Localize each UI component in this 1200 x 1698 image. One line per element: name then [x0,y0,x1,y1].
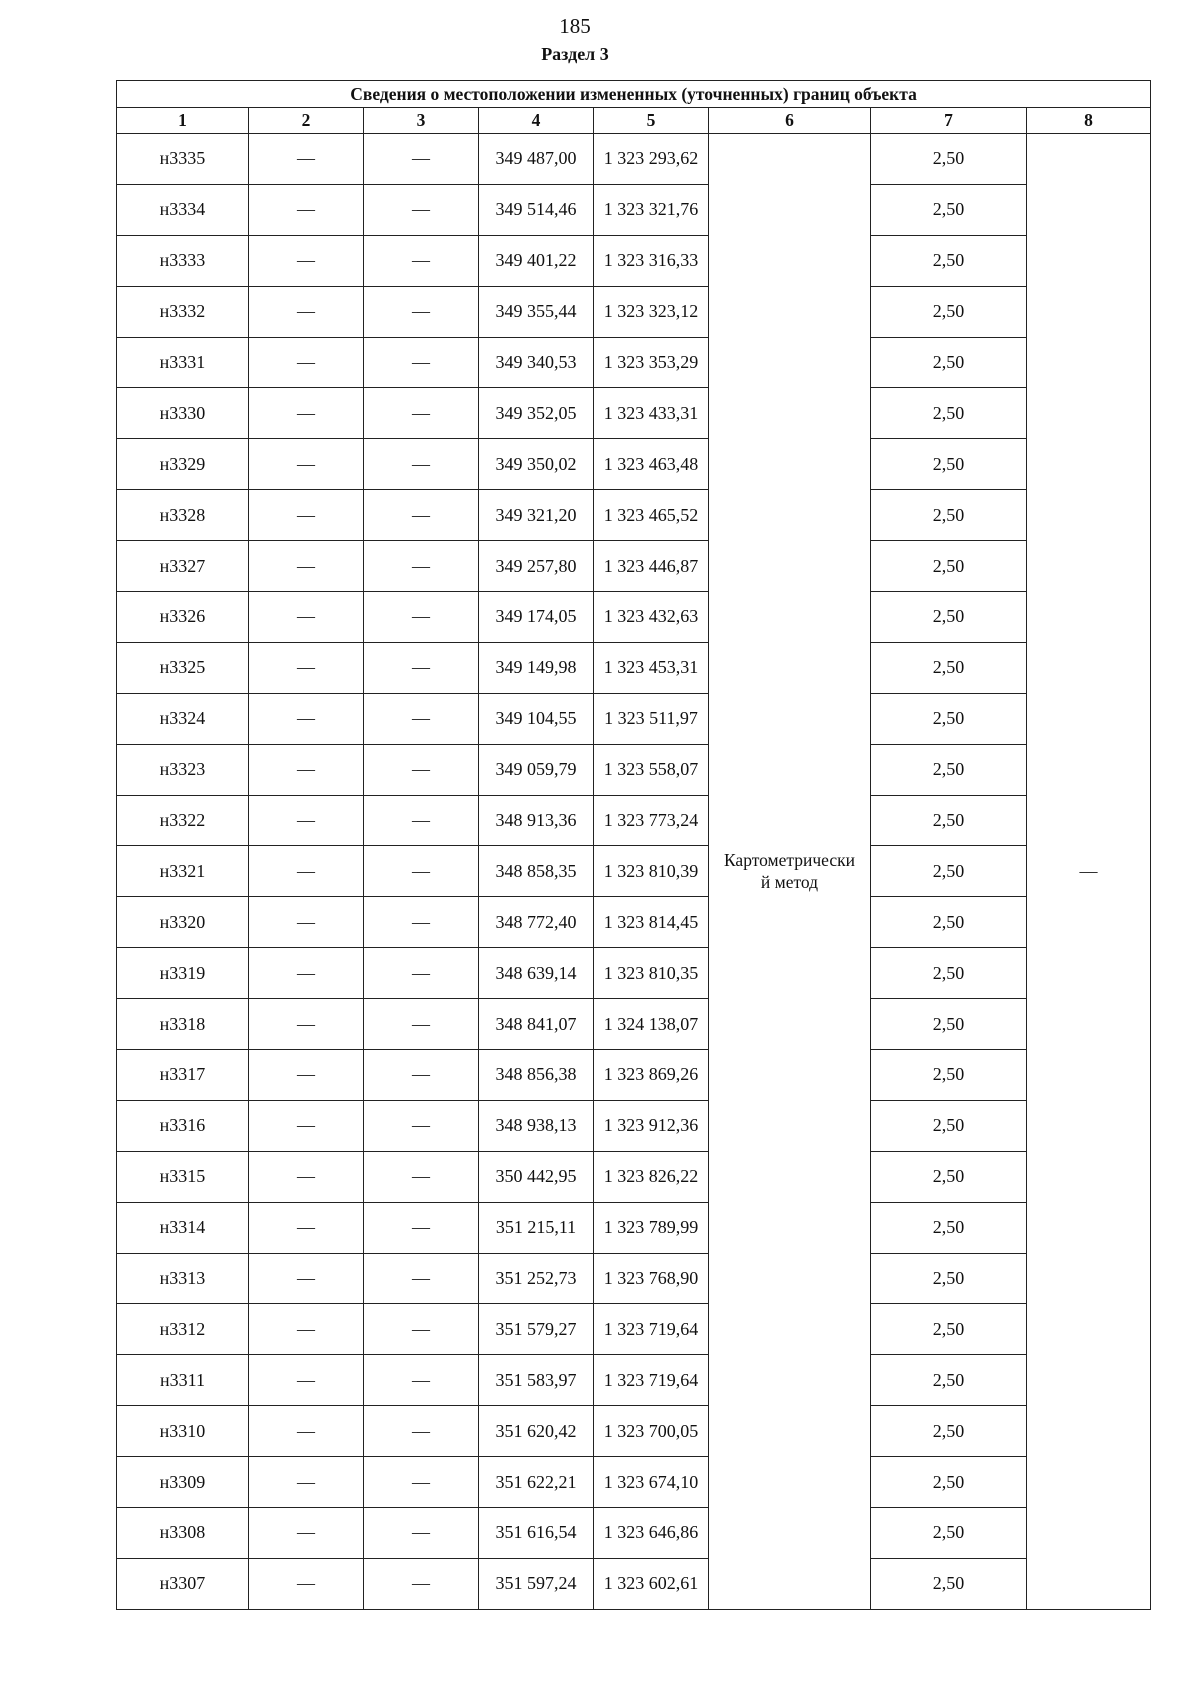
y-coordinate-cell: 1 323 433,31 [594,388,709,439]
column-3-cell: — [364,744,479,795]
column-number-7: 7 [871,108,1027,134]
column-2-cell: — [249,134,364,185]
point-id-cell: н3320 [117,897,249,948]
accuracy-cell: 2,50 [871,286,1027,337]
table-row [117,1151,1151,1202]
point-id-cell: н3329 [117,439,249,490]
point-id-cell: н3333 [117,235,249,286]
accuracy-cell: 2,50 [871,1558,1027,1609]
method-cell [709,134,871,1610]
y-coordinate-cell: 1 323 768,90 [594,1253,709,1304]
point-id-cell: н3324 [117,693,249,744]
column-number-8: 8 [1027,108,1151,134]
column-2-cell: — [249,1406,364,1457]
point-id-cell: н3311 [117,1355,249,1406]
column-number-6: 6 [709,108,871,134]
point-id-cell: н3313 [117,1253,249,1304]
table-row [117,1508,1151,1559]
x-coordinate-cell: 351 252,73 [479,1253,594,1304]
table-row [117,1457,1151,1508]
column-2-cell: — [249,1558,364,1609]
column-2-cell: — [249,1151,364,1202]
x-coordinate-cell: 350 442,95 [479,1151,594,1202]
column-3-cell: — [364,1457,479,1508]
point-id-cell: н3309 [117,1457,249,1508]
method-text-line-2: й метод [760,872,819,893]
point-id-cell: н3310 [117,1406,249,1457]
accuracy-cell: 2,50 [871,1151,1027,1202]
table-row [117,999,1151,1050]
table-row [117,592,1151,643]
x-coordinate-cell: 348 772,40 [479,897,594,948]
x-coordinate-cell: 351 215,11 [479,1202,594,1253]
x-coordinate-cell: 351 597,24 [479,1558,594,1609]
column-3-cell: — [364,1304,479,1355]
column-2-cell: — [249,388,364,439]
column-number-1: 1 [117,108,249,134]
y-coordinate-cell: 1 323 316,33 [594,235,709,286]
point-id-cell: н3316 [117,1100,249,1151]
page-number: 185 [559,14,591,38]
x-coordinate-cell: 348 639,14 [479,948,594,999]
y-coordinate-cell: 1 323 869,26 [594,1050,709,1101]
table-row [117,1304,1151,1355]
column-2-cell: — [249,1253,364,1304]
y-coordinate-cell: 1 324 138,07 [594,999,709,1050]
y-coordinate-cell: 1 323 293,62 [594,134,709,185]
x-coordinate-cell: 348 938,13 [479,1100,594,1151]
column-number-3: 3 [364,108,479,134]
table-row [117,134,1151,185]
column-3-cell: — [364,592,479,643]
accuracy-cell: 2,50 [871,1355,1027,1406]
y-coordinate-cell: 1 323 558,07 [594,744,709,795]
column-3-cell: — [364,388,479,439]
column-3-cell: — [364,184,479,235]
column-3-cell: — [364,1406,479,1457]
table-row [117,541,1151,592]
column-3-cell: — [364,490,479,541]
x-coordinate-cell: 351 616,54 [479,1508,594,1559]
point-id-cell: н3321 [117,846,249,897]
y-coordinate-cell: 1 323 602,61 [594,1558,709,1609]
y-coordinate-cell: 1 323 323,12 [594,286,709,337]
table-row [117,1202,1151,1253]
column-2-cell: — [249,999,364,1050]
accuracy-cell: 2,50 [871,897,1027,948]
y-coordinate-cell: 1 323 814,45 [594,897,709,948]
table-row [117,337,1151,388]
x-coordinate-cell: 351 622,21 [479,1457,594,1508]
accuracy-cell: 2,50 [871,592,1027,643]
x-coordinate-cell: 348 856,38 [479,1050,594,1101]
point-id-cell: н3317 [117,1050,249,1101]
column-3-cell: — [364,1050,479,1101]
accuracy-cell: 2,50 [871,1406,1027,1457]
x-coordinate-cell: 349 350,02 [479,439,594,490]
column-3-cell: — [364,1253,479,1304]
column-3-cell: — [364,439,479,490]
table-caption: Сведения о местоположении измененных (уточненных) границ объекта [117,81,1151,108]
x-coordinate-cell: 351 620,42 [479,1406,594,1457]
point-id-cell: н3332 [117,286,249,337]
column-3-cell: — [364,795,479,846]
column-2-cell: — [249,693,364,744]
point-id-cell: н3330 [117,388,249,439]
column-2-cell: — [249,592,364,643]
y-coordinate-cell: 1 323 353,29 [594,337,709,388]
y-coordinate-cell: 1 323 511,97 [594,693,709,744]
x-coordinate-cell: 349 059,79 [479,744,594,795]
point-id-cell: н3314 [117,1202,249,1253]
column-2-cell: — [249,846,364,897]
y-coordinate-cell: 1 323 773,24 [594,795,709,846]
column-2-cell: — [249,642,364,693]
column-3-cell: — [364,897,479,948]
y-coordinate-cell: 1 323 719,64 [594,1355,709,1406]
accuracy-cell: 2,50 [871,490,1027,541]
column-2-cell: — [249,235,364,286]
column-3-cell: — [364,1558,479,1609]
point-id-cell: н3312 [117,1304,249,1355]
column-2-cell: — [249,490,364,541]
y-coordinate-cell: 1 323 810,39 [594,846,709,897]
y-coordinate-cell: 1 323 912,36 [594,1100,709,1151]
table-row [117,184,1151,235]
column-2-cell: — [249,1457,364,1508]
y-coordinate-cell: 1 323 432,63 [594,592,709,643]
accuracy-cell: 2,50 [871,439,1027,490]
x-coordinate-cell: 349 340,53 [479,337,594,388]
table-row [117,439,1151,490]
y-coordinate-cell: 1 323 826,22 [594,1151,709,1202]
x-coordinate-cell: 351 583,97 [479,1355,594,1406]
column-3-cell: — [364,642,479,693]
column-number-2: 2 [249,108,364,134]
accuracy-cell: 2,50 [871,337,1027,388]
x-coordinate-cell: 348 858,35 [479,846,594,897]
column-2-cell: — [249,1100,364,1151]
table-row [117,1253,1151,1304]
x-coordinate-cell: 349 487,00 [479,134,594,185]
x-coordinate-cell: 348 913,36 [479,795,594,846]
point-id-cell: н3331 [117,337,249,388]
boundary-coordinates-table [116,80,1151,1610]
point-id-cell: н3328 [117,490,249,541]
point-id-cell: н3307 [117,1558,249,1609]
x-coordinate-cell: 349 352,05 [479,388,594,439]
x-coordinate-cell: 349 401,22 [479,235,594,286]
x-coordinate-cell: 349 104,55 [479,693,594,744]
column-2-cell: — [249,1355,364,1406]
column-2-cell: — [249,337,364,388]
column-number-row [117,108,1151,134]
x-coordinate-cell: 351 579,27 [479,1304,594,1355]
y-coordinate-cell: 1 323 453,31 [594,642,709,693]
table-row [117,235,1151,286]
x-coordinate-cell: 349 149,98 [479,642,594,693]
point-id-cell: н3326 [117,592,249,643]
column-2-cell: — [249,948,364,999]
table-row [117,642,1151,693]
accuracy-cell: 2,50 [871,948,1027,999]
column-3-cell: — [364,337,479,388]
column-number-4: 4 [479,108,594,134]
column-3-cell: — [364,999,479,1050]
point-id-cell: н3327 [117,541,249,592]
accuracy-cell: 2,50 [871,1050,1027,1101]
accuracy-cell: 2,50 [871,1457,1027,1508]
column-2-cell: — [249,897,364,948]
column-2-cell: — [249,795,364,846]
table-row [117,1100,1151,1151]
column-2-cell: — [249,1304,364,1355]
table-row [117,388,1151,439]
section-title: Раздел 3 [541,44,609,64]
point-id-cell: н3308 [117,1508,249,1559]
column-2-cell: — [249,1508,364,1559]
accuracy-cell: 2,50 [871,795,1027,846]
column-3-cell: — [364,1151,479,1202]
y-coordinate-cell: 1 323 646,86 [594,1508,709,1559]
table-row [117,1558,1151,1609]
accuracy-cell: 2,50 [871,1304,1027,1355]
y-coordinate-cell: 1 323 789,99 [594,1202,709,1253]
accuracy-cell: 2,50 [871,846,1027,897]
accuracy-cell: 2,50 [871,235,1027,286]
accuracy-cell: 2,50 [871,744,1027,795]
accuracy-cell: 2,50 [871,184,1027,235]
x-coordinate-cell: 349 514,46 [479,184,594,235]
column-2-cell: — [249,184,364,235]
y-coordinate-cell: 1 323 719,64 [594,1304,709,1355]
table-row [117,795,1151,846]
x-coordinate-cell: 349 257,80 [479,541,594,592]
column-2-cell: — [249,439,364,490]
table-row [117,948,1151,999]
column-number-5: 5 [594,108,709,134]
point-id-cell: н3315 [117,1151,249,1202]
column-2-cell: — [249,744,364,795]
y-coordinate-cell: 1 323 674,10 [594,1457,709,1508]
column-2-cell: — [249,286,364,337]
column-3-cell: — [364,286,479,337]
y-coordinate-cell: 1 323 463,48 [594,439,709,490]
column-3-cell: — [364,1100,479,1151]
accuracy-cell: 2,50 [871,388,1027,439]
table-row [117,897,1151,948]
column-3-cell: — [364,235,479,286]
column-2-cell: — [249,1050,364,1101]
accuracy-cell: 2,50 [871,134,1027,185]
x-coordinate-cell: 348 841,07 [479,999,594,1050]
column-3-cell: — [364,541,479,592]
column-3-cell: — [364,846,479,897]
point-id-cell: н3325 [117,642,249,693]
y-coordinate-cell: 1 323 446,87 [594,541,709,592]
y-coordinate-cell: 1 323 465,52 [594,490,709,541]
table-row [117,846,1151,897]
y-coordinate-cell: 1 323 700,05 [594,1406,709,1457]
table-row [117,286,1151,337]
point-id-cell: н3322 [117,795,249,846]
accuracy-cell: 2,50 [871,999,1027,1050]
y-coordinate-cell: 1 323 810,35 [594,948,709,999]
table-row [117,744,1151,795]
point-id-cell: н3323 [117,744,249,795]
column-3-cell: — [364,1202,479,1253]
point-id-cell: н3319 [117,948,249,999]
accuracy-cell: 2,50 [871,693,1027,744]
table-row [117,1406,1151,1457]
point-id-cell: н3335 [117,134,249,185]
accuracy-cell: 2,50 [871,541,1027,592]
table-body [117,134,1151,1610]
column-2-cell: — [249,1202,364,1253]
column-8-cell: — [1027,134,1151,1610]
x-coordinate-cell: 349 321,20 [479,490,594,541]
x-coordinate-cell: 349 174,05 [479,592,594,643]
method-text-line-1: Картометрически [723,850,856,871]
accuracy-cell: 2,50 [871,642,1027,693]
point-id-cell: н3318 [117,999,249,1050]
column-3-cell: — [364,1508,479,1559]
column-3-cell: — [364,693,479,744]
point-id-cell: н3334 [117,184,249,235]
accuracy-cell: 2,50 [871,1253,1027,1304]
table-row [117,1050,1151,1101]
column-3-cell: — [364,134,479,185]
accuracy-cell: 2,50 [871,1100,1027,1151]
table-row [117,490,1151,541]
column-3-cell: — [364,948,479,999]
x-coordinate-cell: 349 355,44 [479,286,594,337]
y-coordinate-cell: 1 323 321,76 [594,184,709,235]
table-row [117,1355,1151,1406]
accuracy-cell: 2,50 [871,1202,1027,1253]
accuracy-cell: 2,50 [871,1508,1027,1559]
column-3-cell: — [364,1355,479,1406]
column-2-cell: — [249,541,364,592]
table-row [117,693,1151,744]
